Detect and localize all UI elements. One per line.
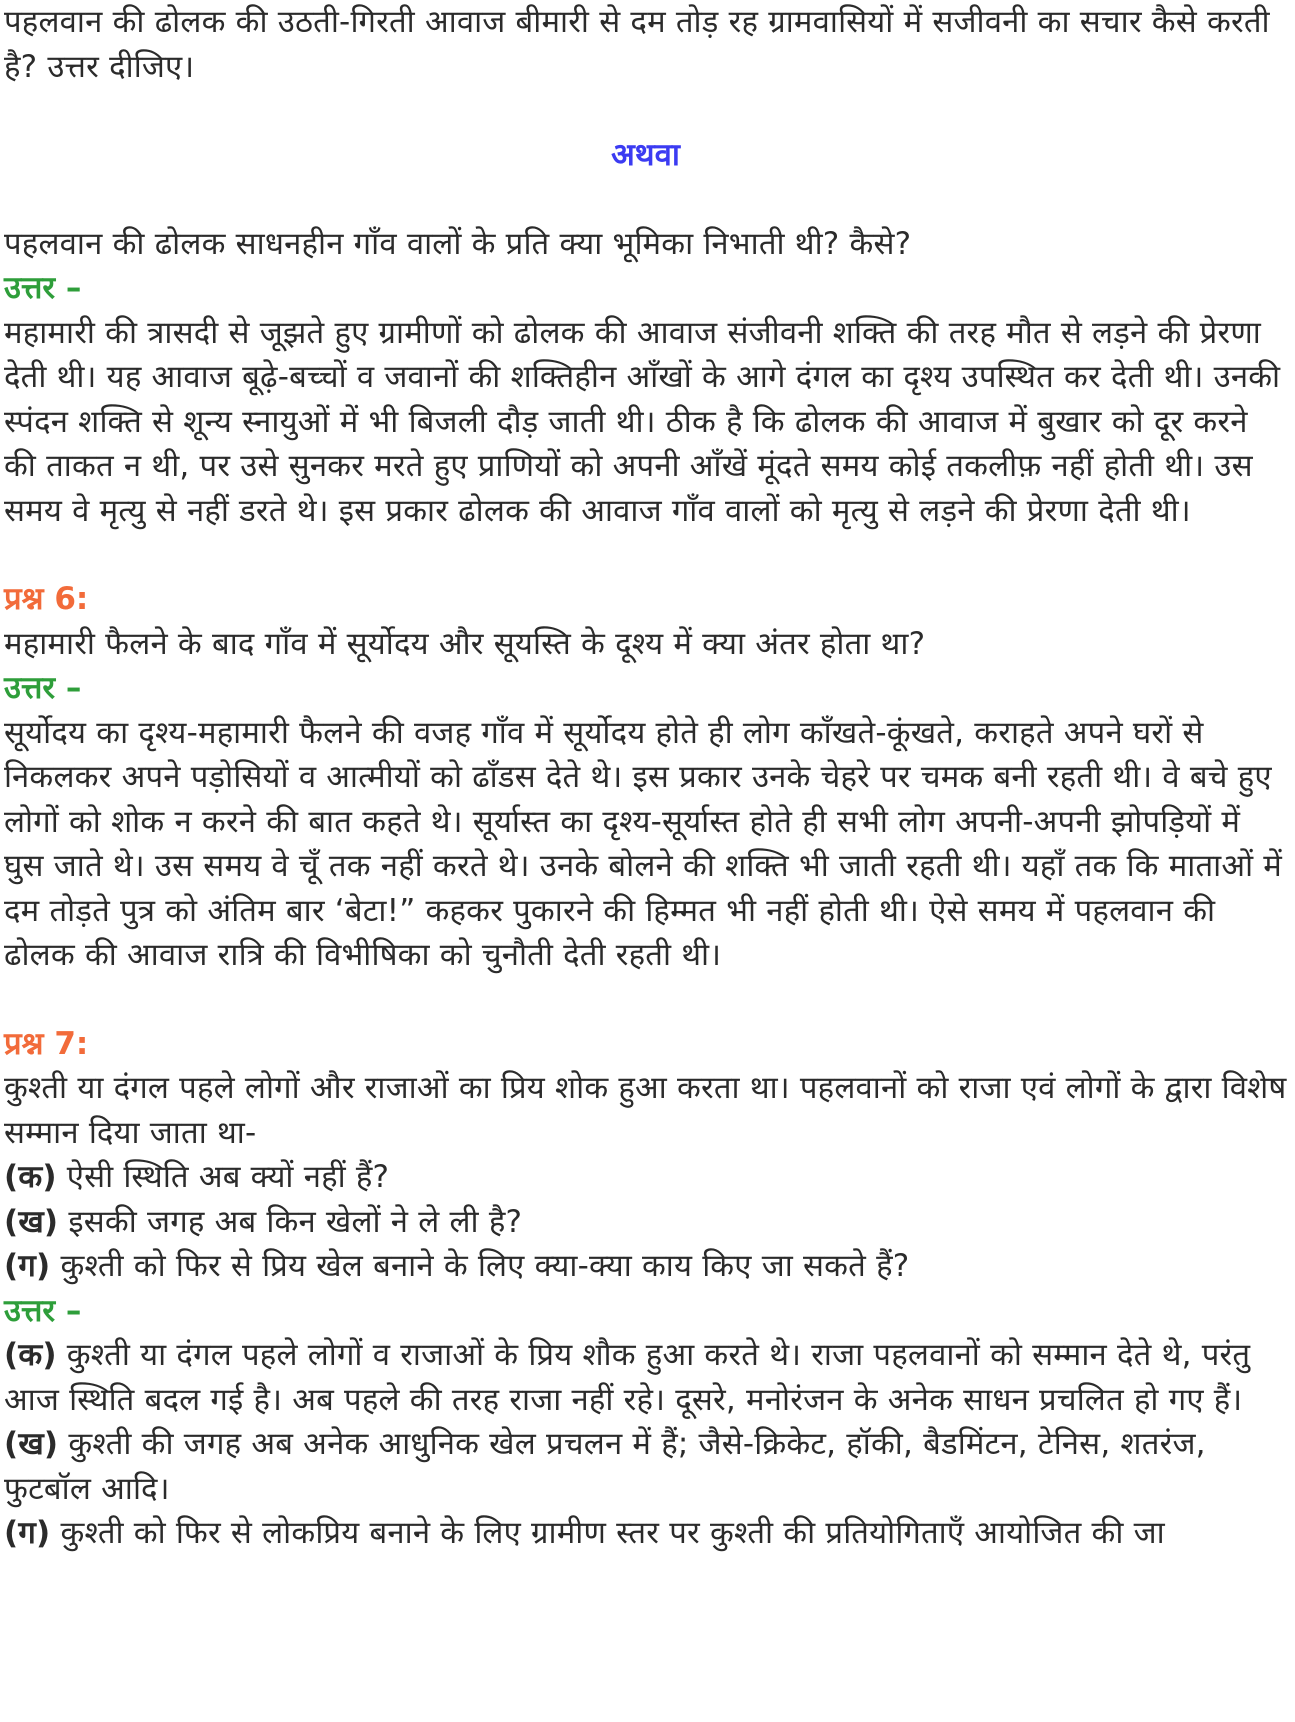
question-6-label: प्रश्न 6: bbox=[4, 581, 89, 617]
part-text: कुश्ती को फिर से प्रिय खेल बनाने के लिए क्या-क्या काय किए जा सकते हैं? bbox=[50, 1248, 910, 1284]
answer-5-text: महामारी की त्रासदी से जूझते हुए ग्रामीणों को ढोलक की आवाज संजीवनी शक्ति की तरह मौत से लड़ने की प्रेरणा देती थी। यह आवाज बूढ़े-बच्चों व जवानों की शक्तिहीन आँखों के आगे दंगल का दृश्य उपस्थित कर देती थी। उनकी स्पंदन शक्ति से शून्य स्नायुओं में भी बिजली दौड़ जाती थी। ठीक है कि ढोलक की आवाज में बुखार को दूर करने की ताकत न थी, पर उसे सुनकर मरते हुए प्राणियों को अपनी आँखें मूंदते समय कोई तकलीफ़ नहीं होती थी। उस समय वे मृत्यु से नहीं डरते थे। इस प्रकार ढोलक की आवाज गाँव वालों को मृत्यु से लड़ने की प्रेरणा देती थी। bbox=[4, 314, 1281, 529]
answer-label: उत्तर – bbox=[4, 270, 82, 306]
answer-6-text: सूर्योदय का दृश्य-महामारी फैलने की वजह गाँव में सूर्योदय होते ही लोग काँखते-कूंखते, कराहते अपने घरों से निकलकर अपने पड़ोसियों व आत्मीयों को ढाँडस देते थे। इस प्रकार उनके चेहरे पर चमक बनी रहती थी। वे बचे हुए लोगों को शोक न करने की बात कहते थे। सूर्यास्त का दृश्य-सूर्यास्त होते ही सभी लोग अपनी-अपनी झोपड़ियों में घुस जाते थे। उस समय वे चूँ तक नहीं करते थे। उनके बोलने की शक्ति भी जाती रहती थी। यहाँ तक कि माताओं में दम तोड़ते पुत्र को अंतिम बार ‘बेटा!” कहकर पुकारने की हिम्मत भी नहीं होती थी। ऐसे समय में पहलवान की ढोलक की आवाज रात्रि की विभीषिका को चुनौती देती रहती थी। bbox=[4, 714, 1283, 973]
answer-7-part-kha bbox=[4, 1422, 1287, 1511]
spacer bbox=[4, 978, 1287, 1022]
spacer bbox=[4, 89, 1287, 133]
question-7-text: कुश्ती या दंगल पहले लोगों और राजाओं का प्रिय शोक हुआ करता था। पहलवानों को राजा एवं लोगों के द्वारा विशेष सम्मान दिया जाता था- bbox=[4, 1070, 1287, 1151]
question-7-label: प्रश्न 7: bbox=[4, 1025, 89, 1062]
answer-label: उत्तर – bbox=[4, 670, 82, 706]
question-5-text: पहलवान की ढोलक की उठती-गिरती आवाज बीमारी से दम तोड़ रह ग्रामवासियों में सजीवनी का सचार कैसे करती है? उत्तर दीजिए। bbox=[4, 4, 1270, 85]
part-prefix: (ख) bbox=[4, 1203, 59, 1240]
part-text: इसकी जगह अब किन खेलों ने ले ली है? bbox=[58, 1203, 523, 1240]
part-text: कुश्ती की जगह अब अनेक आधुनिक खेल प्रचलन में हैं; जैसे-क्रिकेट, हॉकी, बैडमिंटन, टेनिस, शतरंज, फुटबॉल आदि। bbox=[4, 1426, 1206, 1507]
answer-label: उत्तर – bbox=[4, 1292, 82, 1329]
answer-7-part-ka bbox=[4, 1333, 1287, 1422]
part-prefix: (क) bbox=[4, 1337, 57, 1373]
question-7-part-ka bbox=[4, 1155, 1287, 1200]
question-7-part-kha bbox=[4, 1200, 1287, 1245]
spacer bbox=[4, 178, 1287, 222]
question-6-text: महामारी फैलने के बाद गाँव में सूर्योदय और सूयस्ति के दूश्य में क्या अंतर होता था? bbox=[4, 625, 926, 662]
athva-divider: अथवा bbox=[611, 137, 680, 173]
part-text: कुश्ती या दंगल पहले लोगों व राजाओं के प्रिय शौक हुआ करते थे। राजा पहलवानों को सम्मान देते थे, परंतु आज स्थिति बदल गई है। अब पहले की तरह राजा नहीं रहे। दूसरे, मनोरंजन के अनेक साधन प्रचलित हो गए हैं। bbox=[4, 1337, 1251, 1418]
part-prefix: (क) bbox=[4, 1159, 57, 1195]
spacer bbox=[4, 533, 1287, 577]
part-text: कुश्ती को फिर से लोकप्रिय बनाने के लिए ग्रामीण स्तर पर कुश्ती की प्रतियोगिताएँ आयोजित की जा bbox=[50, 1515, 1165, 1551]
part-prefix: (ग) bbox=[4, 1248, 51, 1284]
question-7-part-ga bbox=[4, 1244, 1287, 1289]
answer-7-part-ga bbox=[4, 1511, 1287, 1556]
part-text: ऐसी स्थिति अब क्यों नहीं हैं? bbox=[56, 1159, 390, 1195]
part-prefix: (ख) bbox=[4, 1426, 59, 1462]
question-5-alt-text: पहलवान की ढोलक साधनहीन गाँव वालों के प्रति क्या भूमिका निभाती थी? कैसे? bbox=[4, 225, 912, 262]
part-prefix: (ग) bbox=[4, 1515, 51, 1551]
